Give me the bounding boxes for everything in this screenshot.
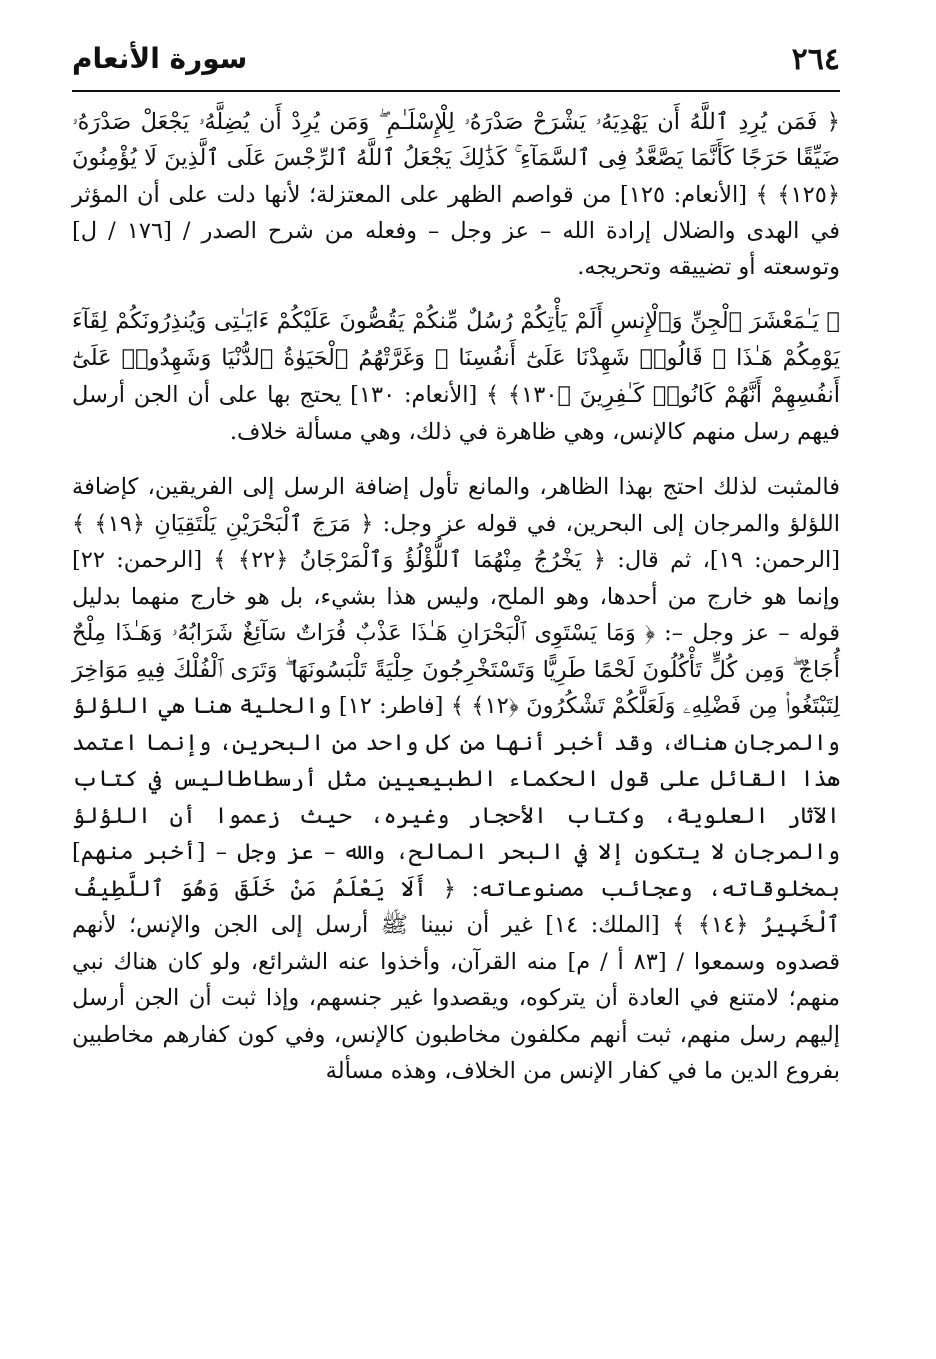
surah-title: سورة الأنعام: [72, 42, 248, 75]
paragraph-2: ﴿ يَـٰمَعْشَرَ ٱلْجِنِّ وَٱلْإِنسِ أَلَمْ يَأْتِكُمْ رُسُلٌ مِّنكُمْ يَقُصُّونَ عَلَيْكُمْ ءَايَـٰتِى وَيُنذِرُونَكُمْ لِقَآءَ يَوْمِكُمْ هَـٰذَا ۚ قَالُوا۟ شَهِدْنَا عَلَىٰٓ أَنفُسِنَا ۖ وَغَرَّتْهُمُ ٱلْحَيَوٰةُ ٱلدُّنْيَا وَشَهِدُوا۟ عَلَىٰٓ أَنفُسِهِمْ أَنَّهُمْ كَانُوا۟ كَـٰفِرِينَ ﴿١٣٠﴾ ﴾ [الأنعام: ١٣٠] يحتج بها على أن الجن أرسل فيهم رسل منهم كالإنس، وهي ظاهرة في ذلك، وهي مسألة خلاف.: [72, 308, 841, 446]
paragraph-1: ﴿ فَمَن يُرِدِ ٱللَّهُ أَن يَهْدِيَهُۥ يَشْرَحْ صَدْرَهُۥ لِلْإِسْلَـٰمِ ۖ وَمَن يُرِدْ أَن يُضِلَّهُۥ يَجْعَلْ صَدْرَهُۥ ضَيِّقًا حَرَجًا كَأَنَّمَا يَصَّعَّدُ فِى ٱلسَّمَآءِ ۚ كَذَٰلِكَ يَجْعَلُ ٱللَّهُ ٱلرِّجْسَ عَلَى ٱلَّذِينَ لَا يُؤْمِنُونَ ﴿١٢٥﴾ ﴾ [الأنعام: ١٢٥] من قواصم الظهر على المعتزلة؛ لأنها دلت على أن المؤثر في الهدى والضلال إرادة الله – عز وجل – وفعله من شرح الصدر / [١٧٦ / ل] وتوسعته أو تضييقه وتحريجه.: [72, 109, 840, 281]
page-body: [72, 104, 840, 1090]
paragraph-3: فالمثبت لذلك احتج بهذا الظاهر، والمانع تأول إضافة الرسل إلى الفريقين، كإضافة اللؤلؤ والمرجان إلى البحرين، في قوله عز وجل: ﴿ مَرَجَ ٱلْبَحْرَيْنِ يَلْتَقِيَانِ ﴿١٩﴾ ﴾ [الرحمن: ١٩]، ثم قال: ﴿ يَخْرُجُ مِنْهُمَا ٱللُّؤْلُؤُ وَٱلْمَرْجَانُ ﴿٢٢﴾ ﴾ [الرحمن: ٢٢] وإنما هو خارج من أحدها، وهو الملح، وليس هذا بشيء، بل هو خارج منهما بدليل قوله – عز وجل –: ﴿ وَمَا يَسْتَوِى ٱلْبَحْرَانِ هَـٰذَا عَذْبٌ فُرَاتٌ سَآئِغٌ شَرَابُهُۥ وَهَـٰذَا مِلْحٌ أُجَاجٌ ۖ وَمِن كُلٍّ تَأْكُلُونَ لَحْمًا طَرِيًّا وَتَسْتَخْرِجُونَ حِلْيَةً تَلْبَسُونَهَا ۖ وَتَرَى ٱلْفُلْكَ فِيهِ مَوَاخِرَ لِتَبْتَغُوا۟ مِن فَضْلِهِۦ وَلَعَلَّكُمْ تَشْكُرُونَ ﴿١٢﴾ ﴾ [فاطر: ١٢] والحلية هنا هي اللؤلؤ والمرجان هناك، وقد أخبر أنها من كل واحد من البحرين، وإنما اعتمد هذا القائل على قول الحكماء الطبيعيين مثل أرسطاطاليس في كتاب الآثار العلوية، وكتاب الأحجار وغيره، حيث زعموا أن اللؤلؤ والمرجان لا يتكون إلا في البحر المالح، والله – عز وجل – [أخبر منهم] بمخلوقاته، وعجائب مصنوعاته: ﴿ أَلَا يَعْلَمُ مَنْ خَلَقَ وَهُوَ ٱللَّطِيفُ ٱلْخَبِيرُ ﴿١٤﴾ ﴾ [الملك: ١٤] غير أن نبينا ﷺ أرسل إلى الجن والإنس؛ لأنهم قصدوه وسمعوا / [٨٣ أ / م] منه القرآن، وأخذوا عنه الشرائع، ولو كان هناك نبي منهم؛ لامتنع في العادة أن يتركوه، ويقصدوا غير جنسهم، وإذا ثبت أن الجن أرسل إليهم رسل منهم، ثبت أنهم مكلفون مخاطبون كالإنس، وفي كون كفارهم مخاطبين بفروع الدين ما في كفار الإنس من الخلاف، وهذه مسألة: [72, 474, 841, 1085]
header-divider: [72, 90, 840, 92]
page-number: ٢٦٤: [791, 42, 840, 77]
page-header: [72, 42, 840, 88]
